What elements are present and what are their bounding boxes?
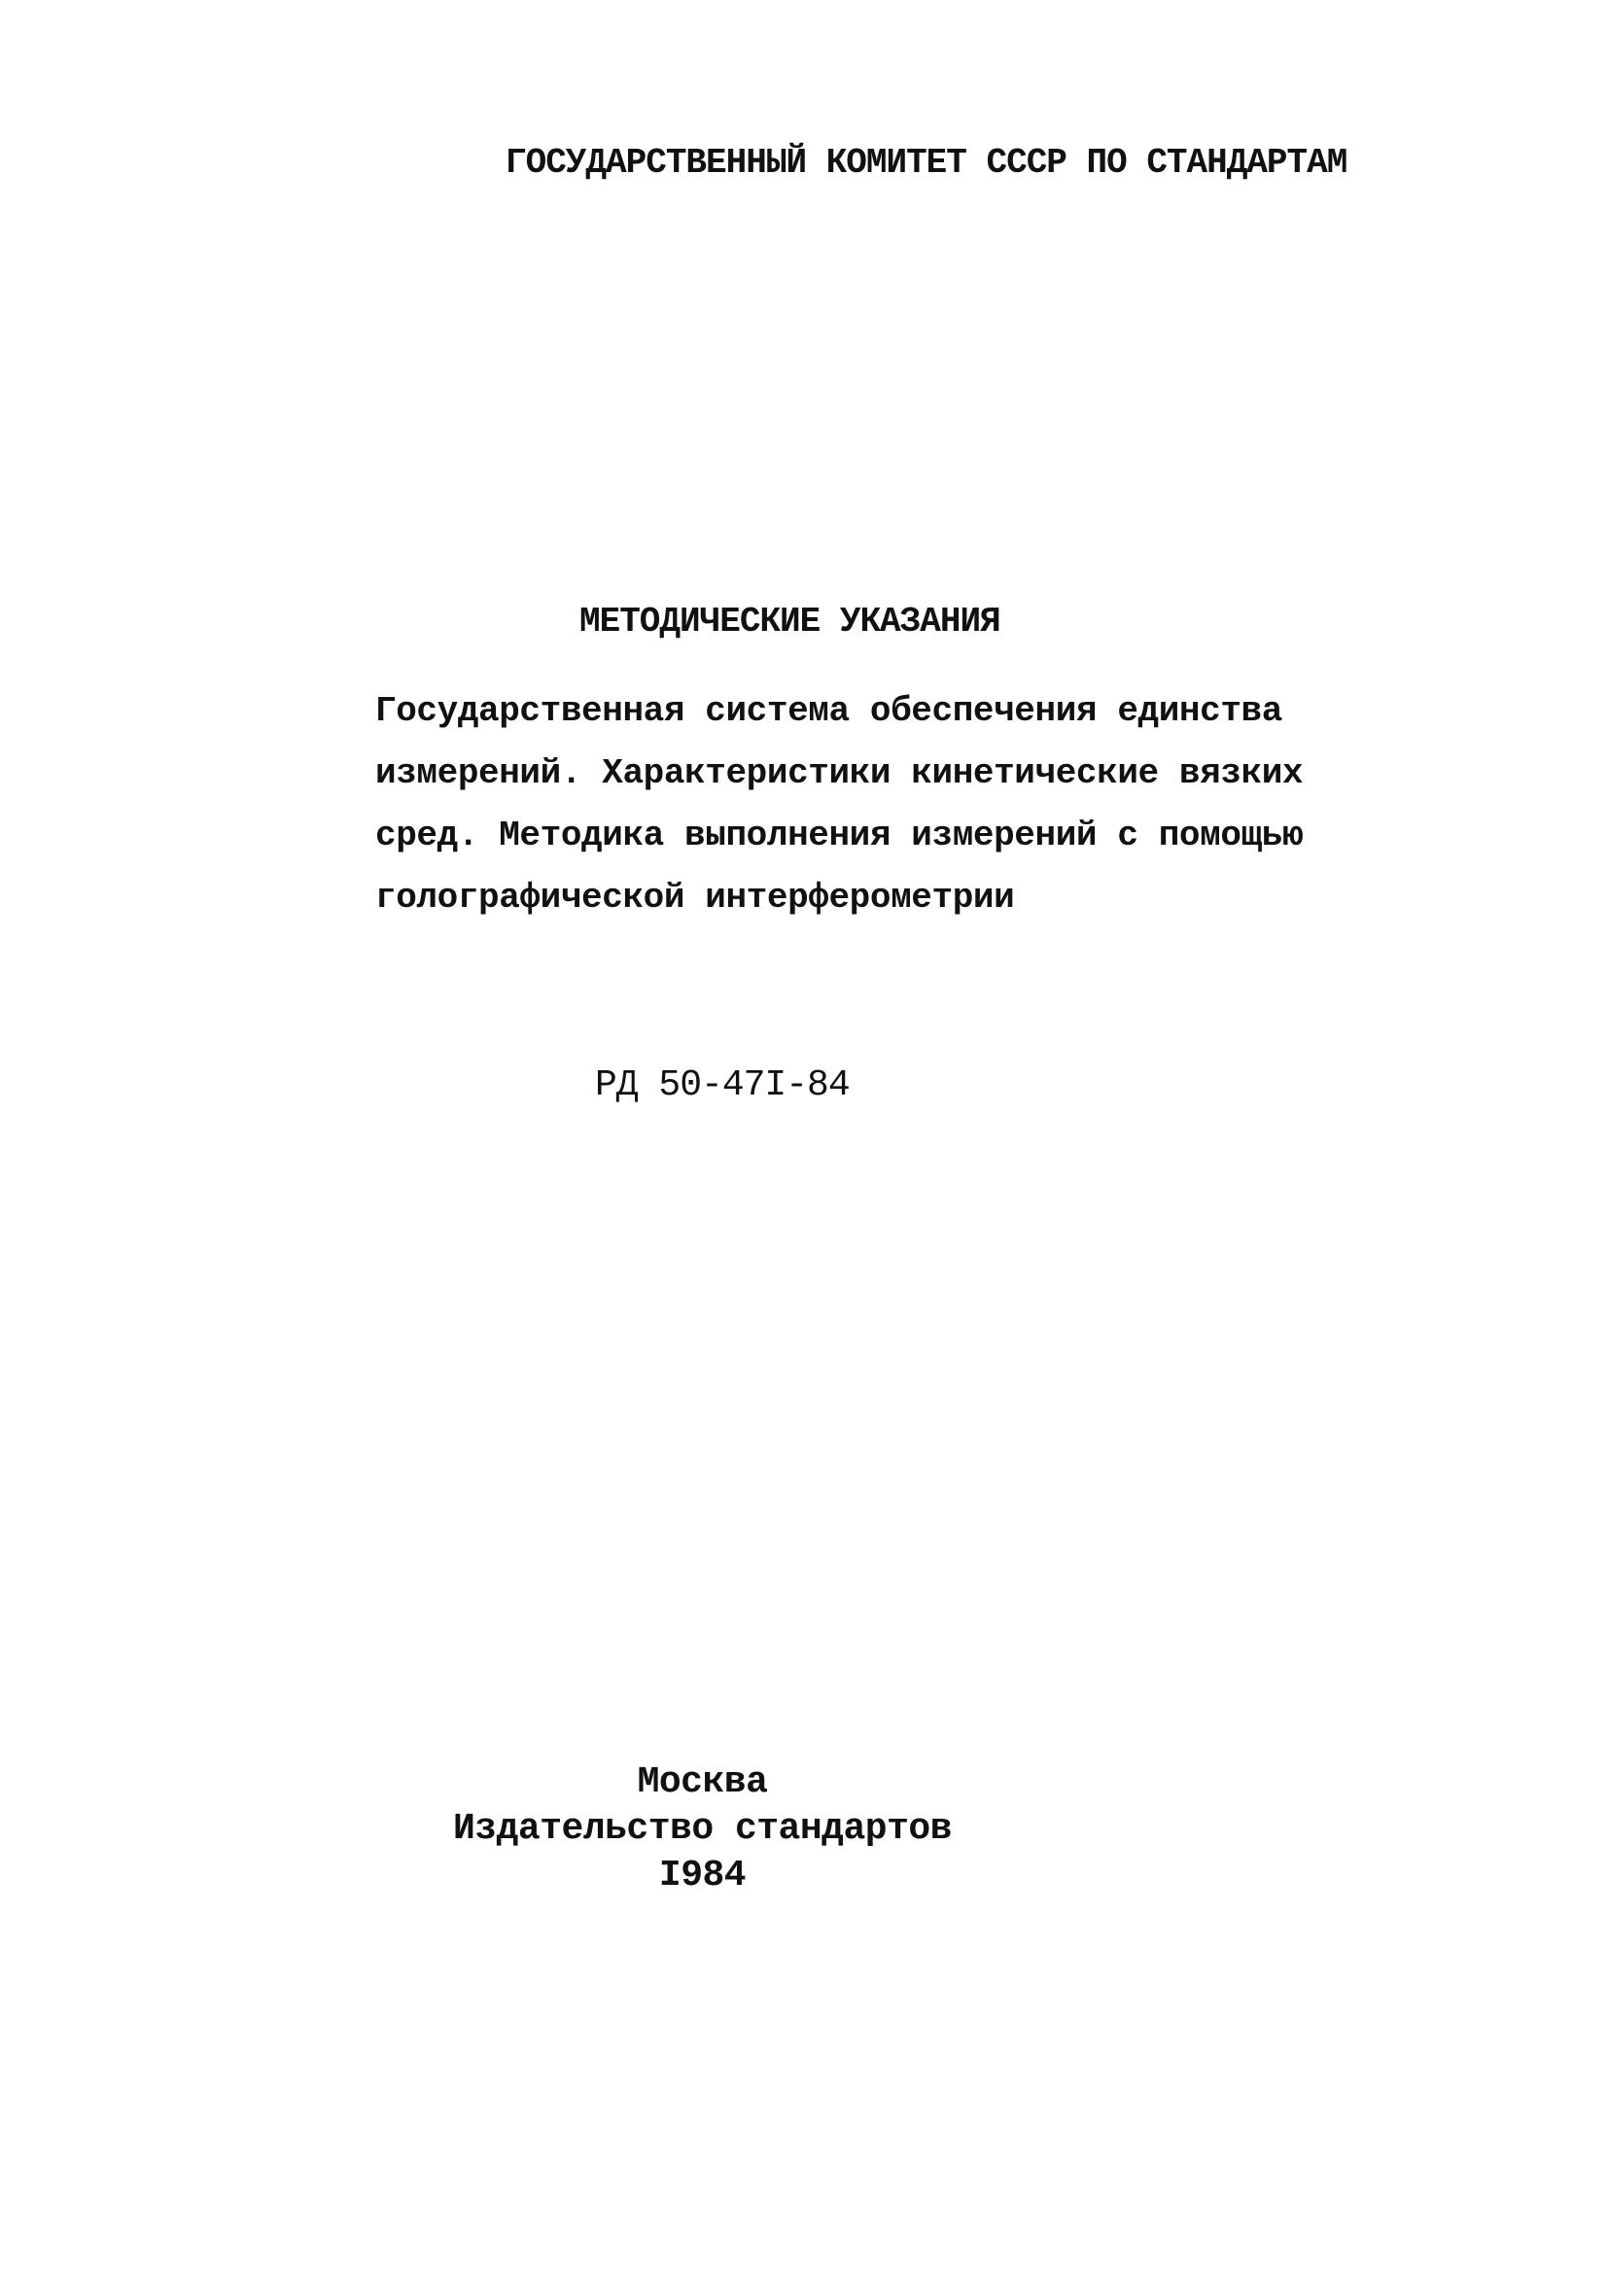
imprint-publisher: Издательство стандартов	[453, 1808, 952, 1850]
title-line-3: сред. Методика выполнения измерений с помощью	[375, 816, 1304, 855]
imprint-city: Москва	[637, 1761, 768, 1803]
document-code: РД 50-47I-84	[595, 1064, 850, 1106]
document-type-heading: МЕТОДИЧЕСКИЕ УКАЗАНИЯ	[579, 602, 1000, 642]
title-line-4: голографической интерферометрии	[375, 878, 1015, 918]
committee-heading: ГОСУДАРСТВЕННЫЙ КОМИТЕТ СССР ПО СТАНДАРТАМ	[506, 143, 1347, 183]
title-line-1: Государственная система обеспечения единства	[375, 691, 1282, 731]
document-title	[375, 680, 1347, 929]
title-line-2: измерений. Характеристики кинетические вязких	[375, 753, 1304, 793]
imprint	[0, 1759, 1405, 1899]
imprint-year: I984	[658, 1855, 747, 1896]
